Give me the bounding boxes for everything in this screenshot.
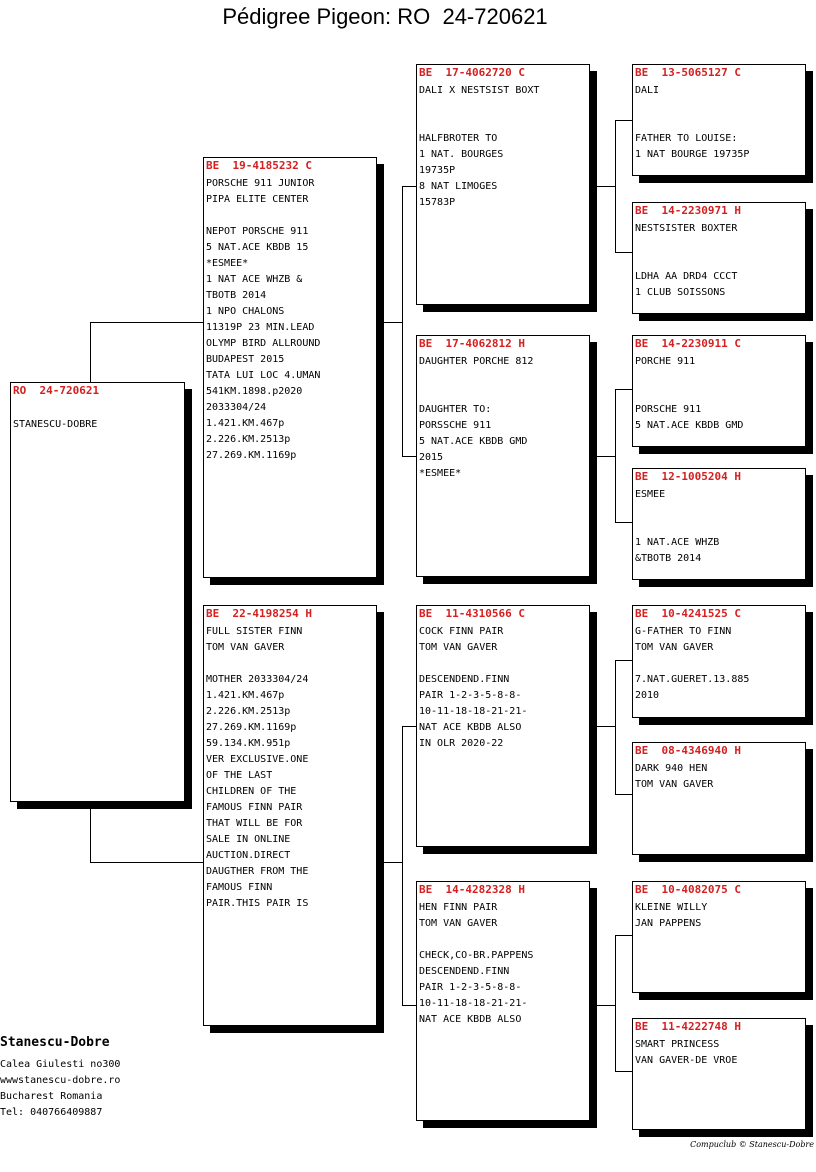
ring-number: BE 22-4198254 H [206, 607, 312, 620]
note-line [635, 503, 804, 519]
connector-line [402, 186, 417, 187]
note-line: DALI [635, 85, 660, 96]
pigeon-card-dam-dam[interactable] [416, 881, 590, 1121]
note-line: VER EXCLUSIVE.ONE [206, 754, 309, 765]
ring-number: BE 14-4282328 H [419, 883, 525, 896]
note-line: DAUGHTER PORCHE 812 [419, 356, 534, 367]
pigeon-card-dam[interactable] [203, 605, 377, 1026]
note-line [419, 386, 588, 402]
note-line: TATA LUI LOC 4.UMAN [206, 370, 321, 381]
ring-number: BE 14-2230971 H [635, 204, 741, 217]
note-line: 541KM.1898.p2020 [206, 386, 303, 397]
ring-number: BE 10-4082075 C [635, 883, 741, 896]
note-line: DESCENDEND.FINN [419, 966, 510, 977]
note-line: 8 NAT LIMOGES [419, 181, 498, 192]
connector-line [384, 322, 402, 323]
note-line: 1 NAT ACE WHZB & [206, 274, 303, 285]
connector-line [90, 808, 91, 863]
note-line: 2033304/24 [206, 402, 267, 413]
note-line [635, 656, 804, 672]
connector-line [615, 252, 633, 253]
note-line: G-FATHER TO FINN [635, 626, 732, 637]
note-line: OLYMP BIRD ALLROUND [206, 338, 321, 349]
note-line: AUCTION.DIRECT [206, 850, 291, 861]
note-line: 1.421.KM.467p [206, 690, 285, 701]
note-line: VAN GAVER-DE VROE [635, 1055, 738, 1066]
breeder-address-line: Bucharest Romania [0, 1091, 103, 1102]
pigeon-card-sd-dam[interactable] [632, 468, 806, 580]
note-line [419, 656, 588, 672]
pigeon-notes [635, 900, 804, 932]
breeder-contact [0, 1035, 120, 1121]
note-line: 2.226.KM.2513p [206, 706, 291, 717]
note-line: ESMEE [635, 489, 666, 500]
pigeon-notes [635, 83, 804, 163]
note-line: KLEINE WILLY [635, 902, 708, 913]
breeder-website[interactable]: wwwstanescu-dobre.ro [0, 1075, 121, 1086]
note-line: PORCHE 911 [635, 356, 696, 367]
pigeon-card-ds-sire[interactable] [632, 605, 806, 718]
connector-line [597, 1005, 615, 1006]
note-line: FATHER TO LOUISE: [635, 133, 738, 144]
note-line: LDHA AA DRD4 CCCT [635, 271, 738, 282]
note-line: SALE IN ONLINE [206, 834, 291, 845]
credit-text: Compuclub © Stanescu-Dobre [690, 1140, 814, 1149]
note-line: 19735P [419, 165, 456, 176]
pigeon-notes [13, 401, 183, 433]
note-line: TOM VAN GAVER [635, 642, 714, 653]
connector-line [402, 726, 417, 727]
pigeon-notes [635, 624, 804, 704]
note-line: DESCENDEND.FINN [419, 674, 510, 685]
pigeon-card-subject[interactable] [10, 382, 185, 802]
pigeon-notes [635, 487, 804, 567]
connector-line [615, 660, 633, 661]
note-line: NEPOT PORSCHE 911 [206, 226, 309, 237]
note-line: MOTHER 2033304/24 [206, 674, 309, 685]
connector-line [402, 726, 403, 1006]
note-line [635, 519, 804, 535]
note-line: DARK 940 HEN [635, 763, 708, 774]
note-line: DAUGTHER FROM THE [206, 866, 309, 877]
note-line [635, 370, 804, 386]
connector-line [597, 456, 615, 457]
ring-number: RO 24-720621 [13, 384, 100, 397]
pigeon-card-dam-sire[interactable] [416, 605, 590, 847]
ring-number: BE 12-1005204 H [635, 470, 741, 483]
note-line [635, 386, 804, 402]
note-line: NAT ACE KBDB ALSO [419, 1014, 522, 1025]
note-line: 27.269.KM.1169p [206, 722, 297, 733]
pigeon-notes [635, 221, 804, 301]
ring-number: BE 10-4241525 C [635, 607, 741, 620]
ring-number: BE 11-4310566 C [419, 607, 525, 620]
connector-line [615, 389, 616, 523]
note-line: IN OLR 2020-22 [419, 738, 504, 749]
note-line: COCK FINN PAIR [419, 626, 504, 637]
note-line [419, 115, 588, 131]
note-line [635, 237, 804, 253]
breeder-name: Stanescu-Dobre [0, 1035, 110, 1050]
note-line: 1 NAT.ACE WHZB [635, 537, 720, 548]
note-line: FAMOUS FINN PAIR [206, 802, 303, 813]
note-line: FAMOUS FINN [206, 882, 273, 893]
pigeon-card-sire[interactable] [203, 157, 377, 578]
note-line: OF THE LAST [206, 770, 273, 781]
note-line: PAIR 1-2-3-5-8-8- [419, 982, 522, 993]
connector-line [615, 660, 616, 795]
note-line: 1 NAT BOURGE 19735P [635, 149, 750, 160]
note-line: SMART PRINCESS [635, 1039, 720, 1050]
connector-line [384, 862, 402, 863]
breeder-address-line: Calea Giulesti no300 [0, 1059, 121, 1070]
note-line: 1 NPO CHALONS [206, 306, 285, 317]
pigeon-notes [635, 354, 804, 434]
note-line: DALI X NESTSIST BOXT [419, 85, 540, 96]
connector-line [615, 389, 633, 390]
pigeon-card-ds-dam[interactable] [632, 742, 806, 855]
note-line: 1.421.KM.467p [206, 418, 285, 429]
connector-line [615, 935, 616, 1072]
note-line: HEN FINN PAIR [419, 902, 498, 913]
note-line: CHECK,CO-BR.PAPPENS [419, 950, 534, 961]
note-line [419, 932, 588, 948]
pigeon-card-dd-sire[interactable] [632, 881, 806, 993]
note-line: 10-11-18-18-21-21- [419, 998, 528, 1009]
pigeon-notes [635, 761, 804, 793]
pigeon-card-sire-sire[interactable] [416, 64, 590, 305]
note-line: 2015 [419, 452, 444, 463]
connector-line [90, 322, 91, 382]
note-line [635, 253, 804, 269]
note-line: 5 NAT.ACE KBDB 15 [206, 242, 309, 253]
note-line: NAT ACE KBDB ALSO [419, 722, 522, 733]
note-line: TOM VAN GAVER [419, 642, 498, 653]
ring-number: BE 13-5065127 C [635, 66, 741, 79]
ring-number: BE 17-4062812 H [419, 337, 525, 350]
note-line: PORSCHE 911 JUNIOR [206, 178, 315, 189]
connector-line [615, 522, 633, 523]
pigeon-notes [635, 1037, 804, 1069]
note-line: STANESCU-DOBRE [13, 419, 98, 430]
note-line: JAN PAPPENS [635, 918, 702, 929]
connector-line [615, 794, 633, 795]
ring-number: BE 17-4062720 C [419, 66, 525, 79]
breeder-phone: Tel: 040766409887 [0, 1107, 103, 1118]
pigeon-card-sd-sire[interactable] [632, 335, 806, 447]
note-line: 15783P [419, 197, 456, 208]
note-line: 5 NAT.ACE KBDB GMD [419, 436, 528, 447]
note-line: 11319P 23 MIN.LEAD [206, 322, 315, 333]
note-line [635, 115, 804, 131]
note-line: &TBOTB 2014 [635, 553, 702, 564]
note-line: *ESMEE* [206, 258, 249, 269]
connector-line [615, 120, 616, 253]
pigeon-notes [206, 624, 375, 912]
note-line [635, 99, 804, 115]
note-line: BUDAPEST 2015 [206, 354, 285, 365]
note-line: 7.NAT.GUERET.13.885 [635, 674, 750, 685]
note-line: *ESMEE* [419, 468, 462, 479]
note-line [419, 370, 588, 386]
note-line: DAUGHTER TO: [419, 404, 492, 415]
connector-line [615, 935, 633, 936]
note-line: 2010 [635, 690, 660, 701]
connector-line [90, 322, 204, 323]
note-line: PAIR 1-2-3-5-8-8- [419, 690, 522, 701]
connector-line [90, 862, 204, 863]
note-line: 27.269.KM.1169p [206, 450, 297, 461]
pigeon-notes [419, 354, 588, 482]
note-line [206, 656, 375, 672]
ring-number: BE 14-2230911 C [635, 337, 741, 350]
pigeon-notes [419, 624, 588, 752]
connector-line [402, 456, 417, 457]
ring-number: BE 08-4346940 H [635, 744, 741, 757]
pigeon-card-dd-dam[interactable] [632, 1018, 806, 1130]
note-line: TOM VAN GAVER [206, 642, 285, 653]
note-line: TBOTB 2014 [206, 290, 267, 301]
note-line: CHILDREN OF THE [206, 786, 297, 797]
page-title: Pédigree Pigeon: RO 24-720621 [222, 4, 548, 29]
note-line: 10-11-18-18-21-21- [419, 706, 528, 717]
note-line [206, 208, 375, 224]
pigeon-notes [419, 900, 588, 1028]
note-line: PORSCHE 911 [635, 404, 702, 415]
ring-number: BE 11-4222748 H [635, 1020, 741, 1033]
note-line: NESTSISTER BOXTER [635, 223, 738, 234]
pigeon-card-ss-dam[interactable] [632, 202, 806, 314]
note-line: TOM VAN GAVER [419, 918, 498, 929]
note-line: 2.226.KM.2513p [206, 434, 291, 445]
pigeon-card-ss-sire[interactable] [632, 64, 806, 176]
note-line: THAT WILL BE FOR [206, 818, 303, 829]
note-line: 5 NAT.ACE KBDB GMD [635, 420, 744, 431]
note-line: 59.134.KM.951p [206, 738, 291, 749]
pigeon-notes [206, 176, 375, 464]
note-line: PAIR.THIS PAIR IS [206, 898, 309, 909]
note-line: FULL SISTER FINN [206, 626, 303, 637]
note-line: PORSSCHE 911 [419, 420, 492, 431]
ring-number: BE 19-4185232 C [206, 159, 312, 172]
connector-line [615, 1071, 633, 1072]
connector-line [597, 726, 615, 727]
note-line [419, 99, 588, 115]
pigeon-card-sire-dam[interactable] [416, 335, 590, 577]
connector-line [402, 1005, 417, 1006]
note-line: TOM VAN GAVER [635, 779, 714, 790]
note-line: 1 NAT. BOURGES [419, 149, 504, 160]
connector-line [402, 186, 403, 457]
connector-line [597, 186, 615, 187]
note-line: HALFBROTER TO [419, 133, 498, 144]
note-line [13, 401, 183, 417]
note-line: 1 CLUB SOISSONS [635, 287, 726, 298]
note-line: PIPA ELITE CENTER [206, 194, 309, 205]
connector-line [615, 120, 633, 121]
pigeon-notes [419, 83, 588, 211]
